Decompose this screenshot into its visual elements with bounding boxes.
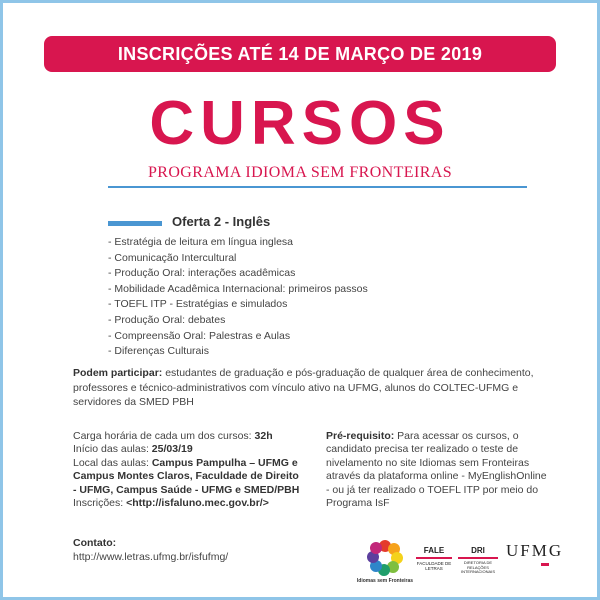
location-label: Local das aulas: (73, 456, 152, 469)
participants-paragraph (73, 366, 543, 410)
course-item: - Mobilidade Acadêmica Internacional: primeiros passos (108, 282, 368, 295)
dri-logo-title: DRI (471, 546, 485, 555)
course-item: - Diferenças Culturais (108, 345, 209, 358)
signup-line (73, 497, 303, 510)
course-details (73, 430, 303, 510)
course-list (108, 235, 368, 360)
contact-url[interactable]: http://www.letras.ufmg.br/isfufmg/ (73, 551, 229, 563)
workload-line (73, 430, 303, 443)
fale-logo-title: FALE (423, 546, 445, 555)
page-subtitle: PROGRAMA IDIOMA SEM FRONTEIRAS (147, 164, 453, 181)
contact-label: Contato: (73, 537, 117, 549)
participants-text: estudantes de graduação e pós-graduação de qualquer área de conhecimento, professores e técnico-administrativos com vínculo ativo na UFMG, alunos do COLTEC-UFMG e servidores da SMED PBH (73, 367, 534, 408)
dri-logo-bar (458, 557, 498, 559)
prerequisite-label: Pré-requisito: (326, 430, 395, 442)
fale-logo-bar (416, 557, 452, 559)
location-line (73, 457, 303, 497)
prerequisite-text: Para acessar os cursos, o candidato precisa ter realizado o teste de nivelamento no site Idiomas sem Fronteiras através da plataforma online - MyEnglishOnline - ou já ter realizado o TOEFL ITP por meio do Programa IsF (326, 430, 547, 510)
course-item: - Comunicação Intercultural (108, 251, 237, 264)
course-item: - Produção Oral: debates (108, 313, 226, 326)
prerequisite-block (326, 430, 551, 510)
registration-deadline-banner (44, 36, 556, 72)
dri-logo-subtitle: DIRETORIA DE RELAÇÕES INTERNACIONAIS (460, 560, 495, 575)
participants-label: Podem participar: (73, 367, 163, 379)
contact-block (73, 536, 228, 564)
dri-logo (458, 546, 498, 575)
fale-logo-subtitle: FACULDADE DE LETRAS (416, 561, 452, 571)
workload-value: 32h (254, 430, 273, 442)
signup-label: Inscrições: (73, 497, 127, 510)
location-value: Campus Pampulha – UFMG e Campus Montes Claros, Faculdade de Direito - UFMG, Campus Saúde - UFMG e SMED/PBH (73, 456, 300, 496)
start-line (73, 443, 303, 456)
title-divider (108, 186, 527, 188)
offer-accent-bar (108, 221, 162, 226)
ufmg-logo: UFMG (506, 541, 564, 560)
fale-logo (416, 546, 452, 571)
course-item: - Compreensão Oral: Palestras e Aulas (108, 329, 291, 342)
signup-link[interactable]: <http://isfaluno.mec.gov.br/> (126, 497, 269, 510)
course-item: - Estratégia de leitura em língua inglesa (108, 236, 294, 248)
course-item: - TOEFL ITP - Estratégias e simulados (108, 298, 288, 311)
start-value: 25/03/19 (151, 443, 193, 456)
workload-label: Carga horária de cada um dos cursos: (73, 430, 255, 442)
ufmg-logo-accent (541, 563, 549, 566)
isf-logo-label: Idiomas sem Fronteiras (356, 578, 414, 584)
start-label: Início das aulas: (73, 443, 152, 456)
offer-title: Oferta 2 - Inglês (172, 214, 271, 229)
page-title: CURSOS (149, 89, 451, 158)
course-item: - Produção Oral: interações acadêmicas (108, 267, 296, 280)
banner-text: INSCRIÇÕES ATÉ 14 DE MARÇO DE 2019 (117, 43, 483, 64)
